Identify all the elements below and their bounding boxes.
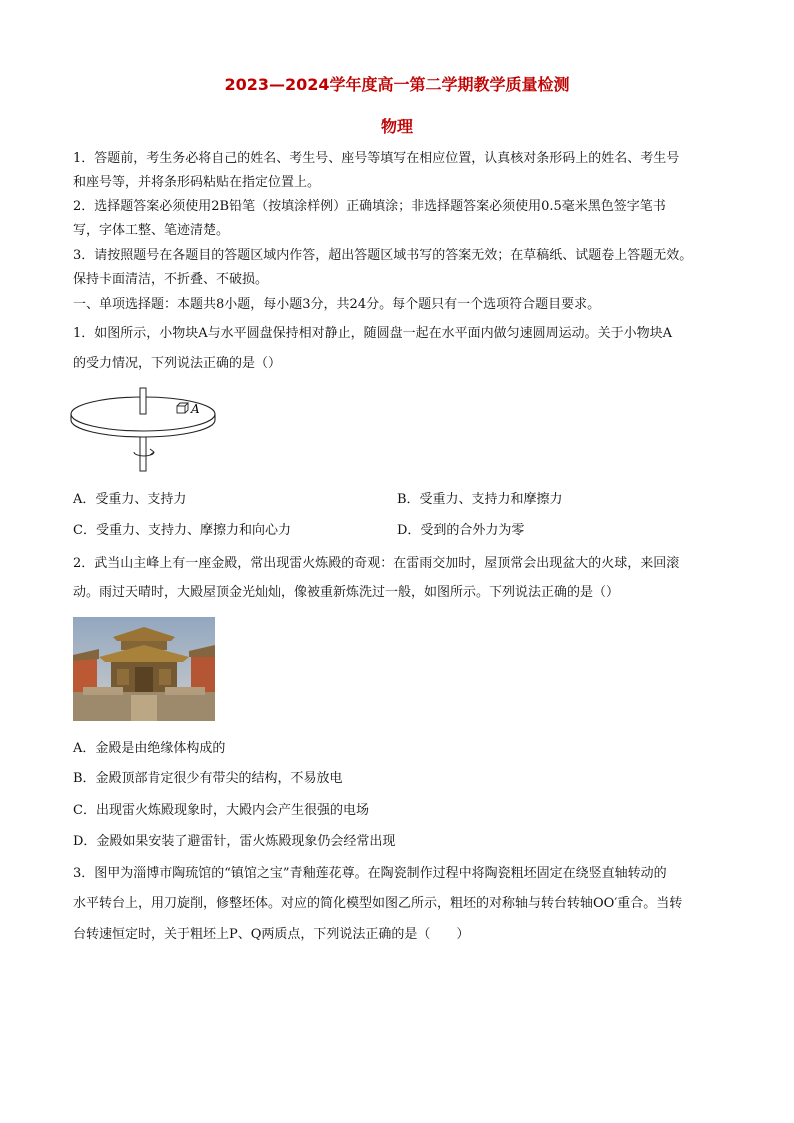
block-a-icon — [177, 403, 188, 413]
instruction-2-line-1: 2．选择题答案必须使用2B铅笔（按填涂样例）正确填涂；非选择题答案必须使用0.5毫米黑色签字笔书 — [73, 199, 666, 214]
question-2-option-b: B．金殿顶部肯定很少有带尖的结构，不易放电 — [73, 771, 343, 786]
question-2-option-a: A．金殿是由绝缘体构成的 — [73, 741, 226, 756]
exam-title: 2023—2024学年度高一第二学期教学质量检测 — [224, 75, 570, 94]
question-1-option-d: D．受到的合外力为零 — [397, 523, 525, 538]
question-2-stem-line-2: 动。雨过天晴时，大殿屋顶金光灿灿，像被重新炼洗过一般，如图所示。下列说法正确的是（） — [73, 585, 620, 600]
subject-title: 物理 — [380, 117, 413, 136]
instruction-1-line-1: 1．答题前，考生务必将自己的姓名、考生号、座号等填写在相应位置，认真核对条形码上的姓名、考生号 — [73, 151, 680, 166]
question-2-stem-line-1: 2．武当山主峰上有一座金殿，常出现雷火炼殿的奇观：在雷雨交加时，屋顶常会出现盆大的火球，来回滚 — [73, 556, 680, 571]
question-3-stem-line-2: 水平转台上，用刀旋削，修整坯体。对应的简化模型如图乙所示，粗坯的对称轴与转台转轴OO′重合。当转 — [73, 896, 683, 911]
question-1-option-c: C．受重力、支持力、摩擦力和向心力 — [73, 523, 291, 538]
block-a-label: A — [191, 402, 200, 416]
question-2-option-c: C．出现雷火炼殿现象时，大殿内会产生很强的电场 — [73, 803, 369, 818]
rotating-disc-figure — [70, 382, 220, 474]
golden-hall-photo — [73, 617, 215, 721]
question-1-option-a: A．受重力、支持力 — [73, 492, 187, 507]
question-3-stem-line-1: 3．图甲为淄博市陶琉馆的“镇馆之宝”青釉莲花尊。在陶瓷制作过程中将陶瓷粗坯固定在绕竖直轴转动的 — [73, 866, 667, 881]
instruction-3-line-2: 保持卡面清洁，不折叠、不破损。 — [73, 272, 269, 287]
question-2-option-d: D．金殿如果安装了避雷针，雷火炼殿现象仍会经常出现 — [73, 834, 396, 849]
question-3-stem-line-3: 台转速恒定时，关于粗坯上P、Q两质点，下列说法正确的是（ ） — [73, 927, 470, 942]
instruction-3-line-1: 3．请按照题号在各题目的答题区域内作答，超出答题区域书写的答案无效；在草稿纸、试题卷上答题无效。 — [73, 248, 693, 263]
question-1-stem-line-1: 1．如图所示，小物块A与水平圆盘保持相对静止，随圆盘一起在水平面内做匀速圆周运动。关于小物块A — [73, 326, 673, 341]
instruction-1-line-2: 和座号等，并将条形码粘贴在指定位置上。 — [73, 175, 321, 190]
instruction-2-line-2: 写，字体工整、笔迹清楚。 — [73, 223, 230, 238]
question-1-stem-line-2: 的受力情况，下列说法正确的是（） — [73, 356, 282, 371]
question-1-option-b: B．受重力、支持力和摩擦力 — [397, 492, 563, 507]
section-1-heading: 一、单项选择题：本题共8小题，每小题3分，共24分。每个题只有一个选项符合题目要求。 — [73, 297, 601, 312]
